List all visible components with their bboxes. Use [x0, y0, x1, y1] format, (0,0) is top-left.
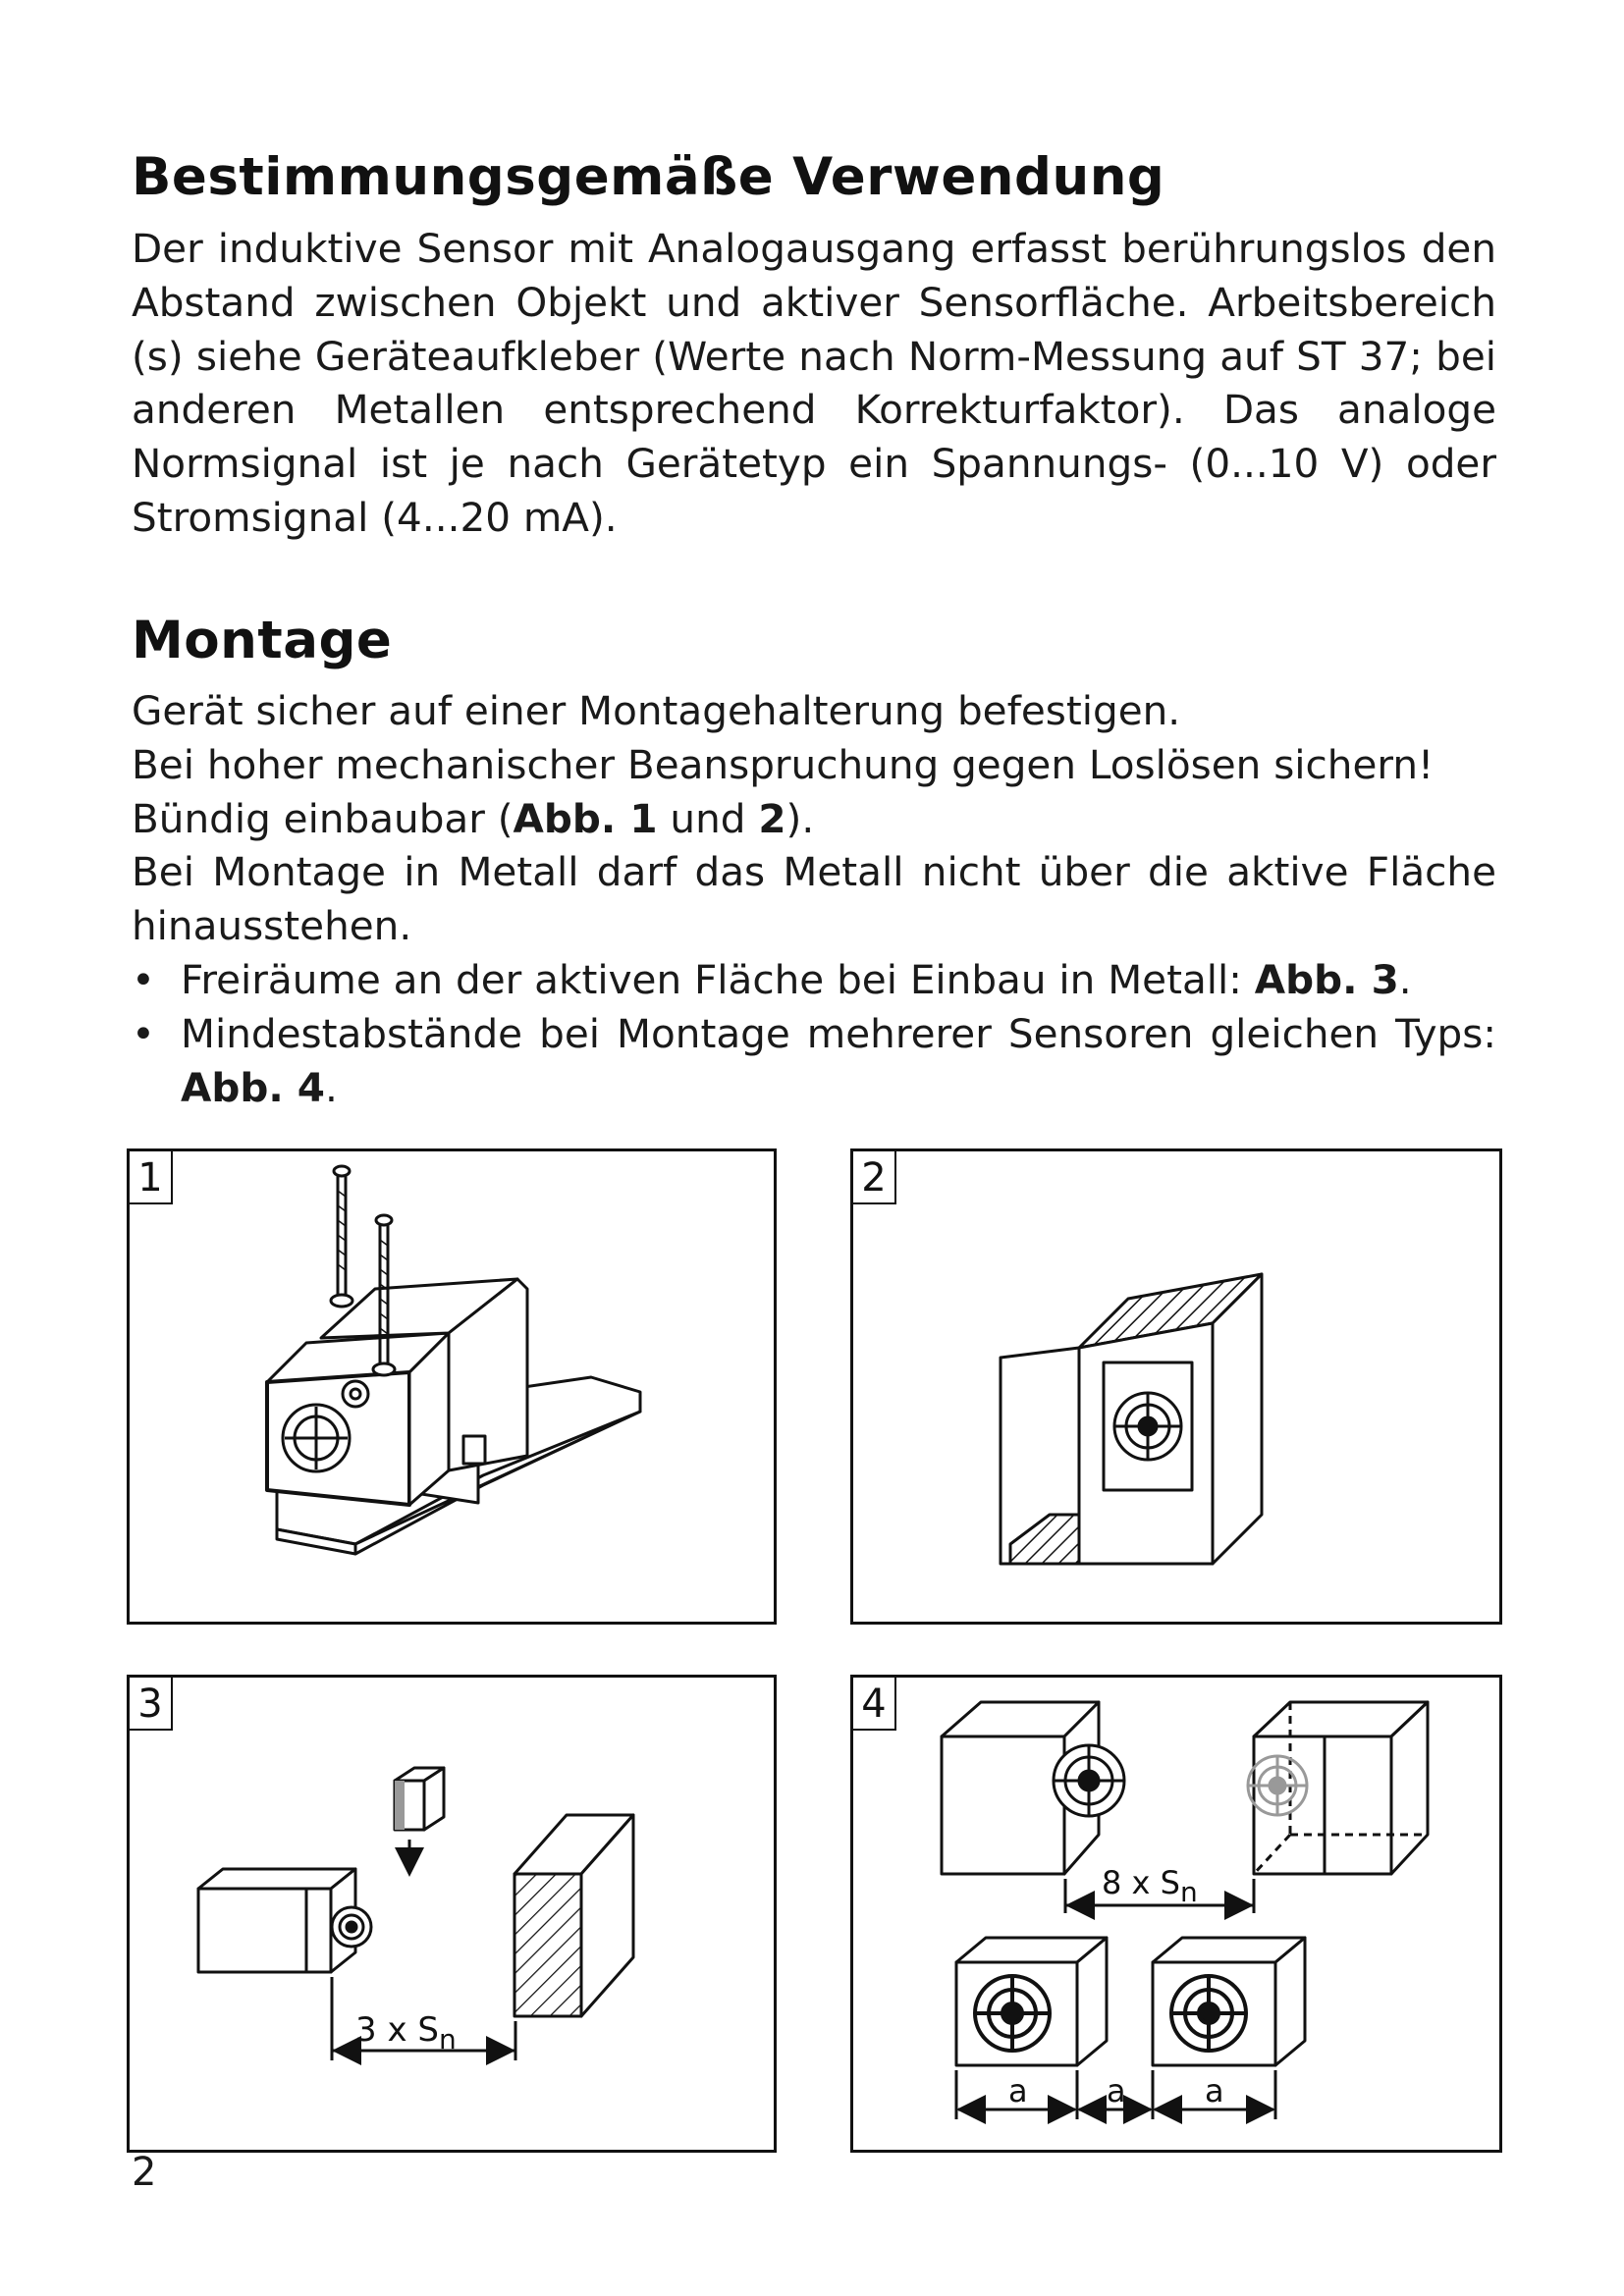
bullet-text: Freiräume an der aktiven Fläche bei Einbau in Metall: — [181, 955, 1255, 1003]
bullet-marker: • — [132, 955, 155, 1003]
spacing-label-a: a — [1205, 2072, 1224, 2109]
figure-1 — [127, 1148, 777, 1625]
sensor-mounting-illustration — [130, 1151, 774, 1622]
figure-number: 3 — [130, 1678, 173, 1731]
bullet-item — [132, 1007, 1496, 1115]
flush-mounting-illustration — [853, 1151, 1499, 1622]
usage-text: Der induktive Sensor mit Analogausgang erfasst berührungslos den Abstand zwischen Objekt und aktiver Sensorfläche. Arbeitsbereich (s) siehe Geräteaufkleber (Werte nach Norm-Messung auf ST 37; bei anderen Metallen entsprechend Korrekturfaktor). Das analoge Normsignal ist je nach Gerätetyp ein Spannungs- (0...10 V) oder Stromsignal (4...20 mA). — [132, 225, 1496, 541]
mounting-line-1: Gerät sicher auf einer Montagehalterung befestigen. — [132, 687, 1181, 734]
distance-label-3sn — [355, 2010, 457, 2056]
page-number: 2 — [132, 2150, 157, 2195]
figure-3 — [127, 1675, 777, 2153]
mounting-line-3-suffix: ). — [785, 794, 815, 842]
bullet-item — [132, 953, 1496, 1007]
bullet-suffix: . — [1398, 955, 1412, 1003]
figure-ref-2: 2 — [758, 794, 786, 842]
usage-paragraph — [132, 222, 1496, 545]
distance-label-prefix: 8 x S — [1102, 1864, 1180, 1901]
figure-ref-1: Abb. 1 — [513, 794, 658, 842]
figure-4 — [850, 1675, 1502, 2153]
mounting-line-2: Bei hoher mechanischer Beanspruchung gegen Loslösen sichern! — [132, 740, 1435, 788]
mounting-line-3-prefix: Bündig einbaubar ( — [132, 794, 514, 842]
distance-label-subscript: n — [1179, 1876, 1198, 1908]
distance-label-prefix: 3 x S — [355, 2010, 439, 2050]
figure-number: 2 — [853, 1151, 896, 1204]
spacing-label-a: a — [1008, 2072, 1028, 2109]
mounting-line-3-mid: und — [657, 794, 759, 842]
minimum-spacing-illustration — [853, 1678, 1499, 2150]
distance-label-subscript: n — [438, 2023, 457, 2056]
heading-usage: Bestimmungsgemäße Verwendung — [132, 147, 1165, 207]
spacing-label-a: a — [1107, 2072, 1126, 2109]
distance-label-8sn — [1102, 1864, 1198, 1908]
figure-ref-3: Abb. 3 — [1254, 955, 1399, 1003]
figure-ref-4: Abb. 4 — [181, 1063, 325, 1111]
bullet-suffix: . — [325, 1063, 338, 1111]
mounting-paragraph — [132, 684, 1496, 1114]
mounting-line-4: Bei Montage in Metall darf das Metall nicht über die aktive Fläche hinausstehen. — [132, 848, 1496, 950]
clearance-in-metal-illustration — [130, 1678, 774, 2150]
figure-number: 1 — [130, 1151, 173, 1204]
figure-2 — [850, 1148, 1502, 1625]
bullet-text: Mindestabstände bei Montage mehrerer Sensoren gleichen Typs: — [181, 1009, 1496, 1057]
mounting-line-3 — [132, 792, 1496, 846]
bullet-marker: • — [132, 1009, 155, 1057]
heading-mounting: Montage — [132, 611, 393, 670]
figure-number: 4 — [853, 1678, 896, 1731]
